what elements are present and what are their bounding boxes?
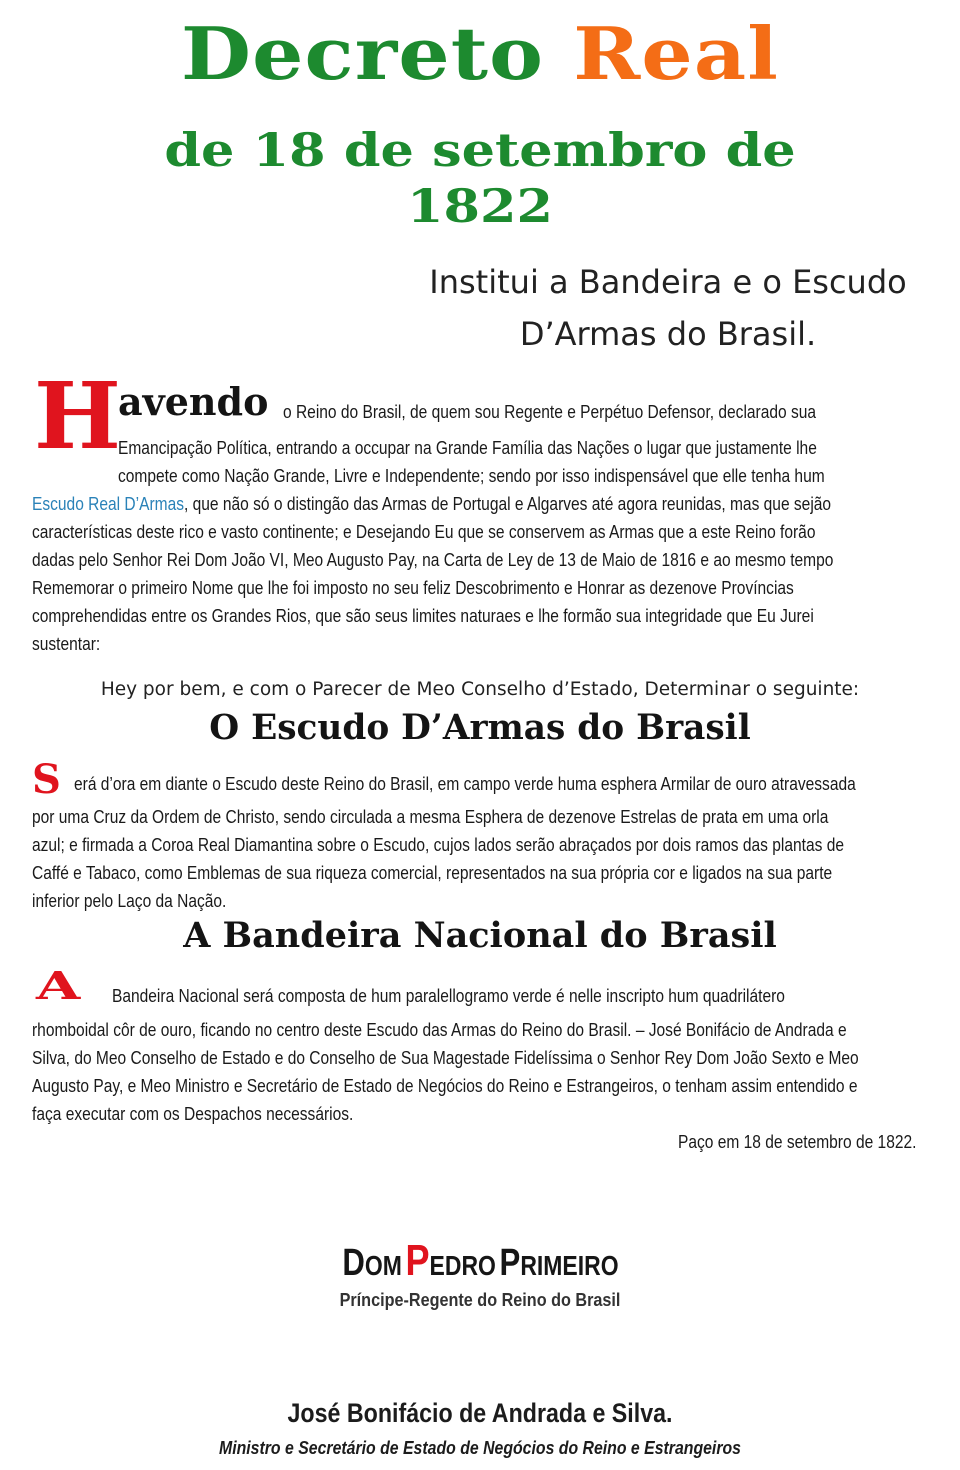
title-word-real: Real [573, 11, 779, 96]
escudo-heading: O Escudo D’Armas do Brasil [209, 707, 751, 748]
escudo-real-link[interactable]: Escudo Real D’Armas [32, 493, 185, 514]
intro-line9: sustentar: [32, 633, 101, 654]
bandeira-line2: rhomboidal côr de ouro, ficando no centro deste Escudo das Armas do Reino do Brasil. – José Bonifácio de Andrada e [32, 1019, 847, 1040]
title-word-decreto: Decreto [181, 11, 545, 96]
signature-name [0, 1236, 960, 1286]
intro-line4 [32, 492, 935, 516]
signature-title: Príncipe-Regente do Reino do Brasil [339, 1290, 621, 1310]
bandeira-heading: A Bandeira Nacional do Brasil [183, 915, 777, 956]
place-date: Paço em 18 de setembro de 1822. [678, 1131, 917, 1152]
intro-line2: Emancipação Política, entrando a occupar na Grande Família das Nações o lugar que justamente lhe [118, 437, 817, 458]
bandeira-line5: faça executar com os Despachos necessários. [32, 1103, 354, 1124]
minister-name: José Bonifácio de Andrada e Silva. [287, 1398, 673, 1428]
intro-line5: características deste rico e vasto continente; e Desejando Eu que se conservem as Armas que a este Reino forão [32, 521, 816, 542]
sig-rest-rimeiro: RIMEIRO [519, 1250, 619, 1281]
escudo-line5: inferior pelo Laço da Nação. [32, 890, 227, 911]
intro-line3: compete como Nação Grande, Livre e Independente; sendo por isso indispensável que elle tenha hum [118, 465, 825, 486]
sig-rest-om: OM [364, 1250, 402, 1281]
title-date [1, 122, 959, 234]
escudo-line3: azul; e firmada a Coroa Real Diamantina sobre o Escudo, cujos lados serão abraçados por dois ramos das plantas de [32, 834, 844, 855]
bandeira-line1: Bandeira Nacional será composta de hum paralellogramo verde é nelle inscripto hum quadrilátero [112, 985, 785, 1006]
sig-initial-p2: P [499, 1242, 520, 1284]
escudo-dropcap: S [32, 756, 61, 803]
title-date-line2: 1822 [407, 179, 553, 233]
subtitle [400, 256, 936, 360]
escudo-line1: erá d’ora em diante o Escudo deste Reino do Brasil, em campo verde huma esphera Armilar de ouro atravessada [74, 773, 856, 794]
intro-line7: Rememorar o primeiro Nome que lhe foi imposto no seu feliz Descobrimento e Honrar as dezenove Províncias [32, 577, 794, 598]
intro-lead-word: avendo [118, 379, 269, 424]
subtitle-line1: Institui a Bandeira e o Escudo [429, 263, 907, 301]
bandeira-line4: Augusto Pay, e Meo Ministro e Secretário de Estado de Negócios do Reino e Estrangeiros, o tenham assim entendido e [32, 1075, 858, 1096]
intro-line4-rest: , que não só o distingão das Armas de Portugal e Algarves até agora reunidas, mas que sejão [184, 493, 832, 514]
title-date-line1: de 18 de setembro de [164, 123, 796, 177]
sig-initial-p: P [405, 1236, 430, 1285]
escudo-line4: Caffé e Tabaco, como Emblemas de sua riqueza comercial, representados na sua própria cor e ligados na sua parte [32, 862, 833, 883]
intro-dropcap: H [34, 362, 121, 470]
bandeira-line3: Silva, do Meo Conselho de Estado e do Conselho de Sua Magestade Fidelíssima o Senhor Rey Dom João Sexto e Meo [32, 1047, 859, 1068]
decree-line: Hey por bem, e com o Parecer de Meo Conselho d’Estado, Determinar o seguinte: [100, 679, 860, 700]
subtitle-line2: D’Armas do Brasil. [519, 315, 817, 353]
bandeira-dropcap: A [36, 963, 81, 1008]
sig-rest-edro: EDRO [429, 1250, 496, 1281]
intro-line1: o Reino do Brasil, de quem sou Regente e Perpétuo Defensor, declarado sua [283, 401, 817, 422]
escudo-line2: por uma Cruz da Ordem de Christo, sendo circulada a mesma Esphera de dezenove Estrelas de prata em uma orla [32, 806, 829, 827]
sig-initial-d: D [341, 1242, 365, 1284]
intro-line8: comprehendidas entre os Grandes Rios, que são seus limites naturaes e lhe formão sua integridade que Eu Jurei [32, 605, 814, 626]
page-title [0, 11, 960, 96]
minister-title: Ministro e Secretário de Estado de Negócios do Reino e Estrangeiros [219, 1438, 741, 1458]
intro-line6: dadas pelo Senhor Rei Dom João VI, Meo Augusto Pay, na Carta de Ley de 13 de Maio de 1816 e ao mesmo tempo [32, 549, 834, 570]
